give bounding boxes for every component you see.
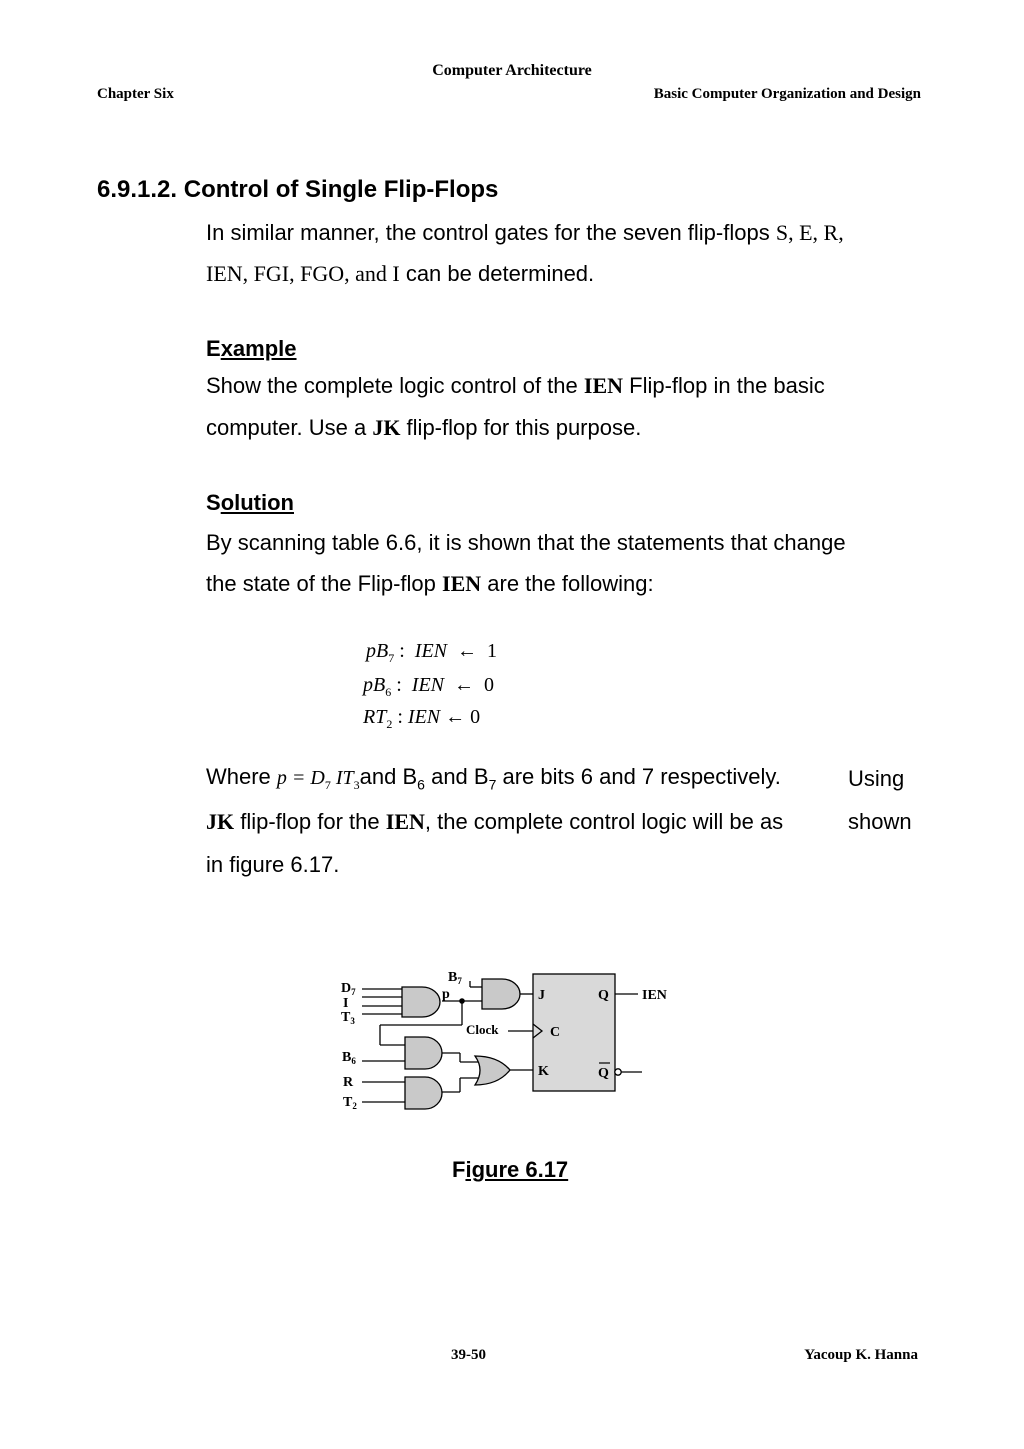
- equation-2: [363, 674, 494, 700]
- eq1-sep: :: [394, 640, 415, 662]
- eq2-val: 0: [484, 674, 494, 696]
- figure-caption: [452, 1157, 568, 1183]
- eq3-arrow: ←: [440, 706, 471, 728]
- where-using: Using: [848, 766, 905, 791]
- input-i: I: [343, 996, 349, 1011]
- chapter-label: Chapter Six: [97, 86, 174, 102]
- solution-ien: IEN: [442, 571, 482, 596]
- pin-q: Q: [598, 988, 609, 1003]
- example-text-1a: Show the complete logic control of the: [206, 373, 584, 398]
- eq1-var: pB: [366, 640, 389, 662]
- figure-caption-rest: igure 6.17: [465, 1157, 569, 1182]
- label-clock: Clock: [466, 1022, 499, 1037]
- where-text-3: and B: [424, 764, 489, 789]
- where-line-2: [206, 809, 783, 835]
- p-definition: [276, 767, 360, 792]
- intro-ff-list-1: S, E, R,: [775, 220, 844, 245]
- p-it: IT: [330, 767, 354, 789]
- example-text-2b: flip-flop for this purpose.: [400, 415, 642, 440]
- pin-c: C: [550, 1025, 561, 1040]
- solution-label-first: S: [206, 490, 221, 515]
- example-line-2: [206, 415, 641, 441]
- eq3-val: 0: [470, 706, 481, 728]
- where-shown: shown: [848, 809, 912, 834]
- eq2-sub: 6: [385, 685, 392, 699]
- topic-label: Basic Computer Organization and Design: [653, 86, 921, 102]
- intro-line-1: [206, 220, 844, 246]
- input-b6: $B_6$: [342, 1050, 356, 1066]
- solution-line-2: [206, 571, 654, 597]
- where-jk: JK: [206, 809, 235, 834]
- intro-ff-list-2: IEN, FGI, FGO, and I: [206, 261, 400, 286]
- intro-text-a: In similar manner, the control gates for the seven flip-flops: [206, 220, 776, 245]
- intro-text-b: can be determined.: [399, 261, 595, 286]
- equation-1: [366, 640, 497, 666]
- eq1-reg: IEN: [414, 640, 447, 662]
- example-label: [206, 336, 297, 362]
- eq3-sep: :: [392, 706, 408, 728]
- eq2-sep: :: [391, 674, 412, 696]
- pin-qbar: Q: [598, 1066, 609, 1081]
- author-name: Yacoup K. Hanna: [804, 1347, 918, 1363]
- example-text-2a: computer. Use a: [206, 415, 373, 440]
- p-sub3: 3: [353, 778, 360, 792]
- input-d7: $D_7$: [341, 981, 356, 997]
- eq2-var: pB: [363, 674, 386, 696]
- p-eq: p = D: [276, 767, 325, 789]
- where-text-1: Where: [206, 764, 277, 789]
- eq2-reg: IEN: [411, 674, 444, 696]
- where-text-2a: flip-flop for the: [234, 809, 386, 834]
- example-label-rest: xample: [220, 336, 297, 361]
- example-label-first: E: [206, 336, 221, 361]
- input-t3: $T_3$: [341, 1010, 355, 1026]
- where-b7-sub: 7: [488, 776, 497, 793]
- where-b6-sub: 6: [417, 776, 425, 793]
- p-sub7: 7: [324, 778, 331, 792]
- input-r: R: [343, 1075, 354, 1090]
- page-number: 39-50: [451, 1347, 486, 1363]
- eq3-var: RT: [363, 706, 387, 728]
- where-line-3: in figure 6.17.: [206, 852, 340, 877]
- output-ien: IEN: [642, 988, 667, 1003]
- equation-3: [363, 706, 480, 732]
- where-text-2: and B: [359, 764, 418, 789]
- eq2-arrow: ←: [444, 674, 484, 696]
- solution-line-1: By scanning table 6.6, it is shown that the statements that change: [206, 530, 846, 555]
- eq1-sub: 7: [388, 651, 395, 665]
- example-line-1: [206, 373, 825, 399]
- logic-diagram: [330, 965, 690, 1120]
- where-ien: IEN: [385, 809, 425, 834]
- eq3-sub: 2: [386, 717, 393, 731]
- label-b7: $B_7$: [448, 970, 462, 986]
- input-t2: $T_2$: [343, 1095, 357, 1111]
- solution-label: [206, 490, 294, 516]
- where-text-4: are bits 6 and 7 respectively.: [496, 764, 781, 789]
- pin-k: K: [538, 1064, 549, 1079]
- course-title: Computer Architecture: [432, 62, 592, 79]
- section-heading: 6.9.1.2. Control of Single Flip-Flops: [97, 176, 499, 203]
- eq3-reg: IEN: [407, 706, 441, 728]
- eq1-val: 1: [487, 640, 497, 662]
- pin-j: J: [538, 988, 545, 1003]
- figure-caption-first: F: [452, 1157, 466, 1182]
- label-p: p: [442, 987, 450, 1002]
- example-ien: IEN: [583, 373, 624, 398]
- solution-text-2b: are the following:: [481, 571, 654, 596]
- example-jk: JK: [372, 415, 401, 440]
- solution-label-rest: olution: [220, 490, 294, 515]
- solution-text-2a: the state of the Flip-flop: [206, 571, 443, 596]
- intro-line-2: [206, 261, 594, 287]
- where-text-2b: , the complete control logic will be as: [424, 809, 784, 834]
- example-text-1b: Flip-flop in the basic: [623, 373, 825, 398]
- eq1-arrow: ←: [447, 640, 487, 662]
- where-line-1: [206, 764, 781, 793]
